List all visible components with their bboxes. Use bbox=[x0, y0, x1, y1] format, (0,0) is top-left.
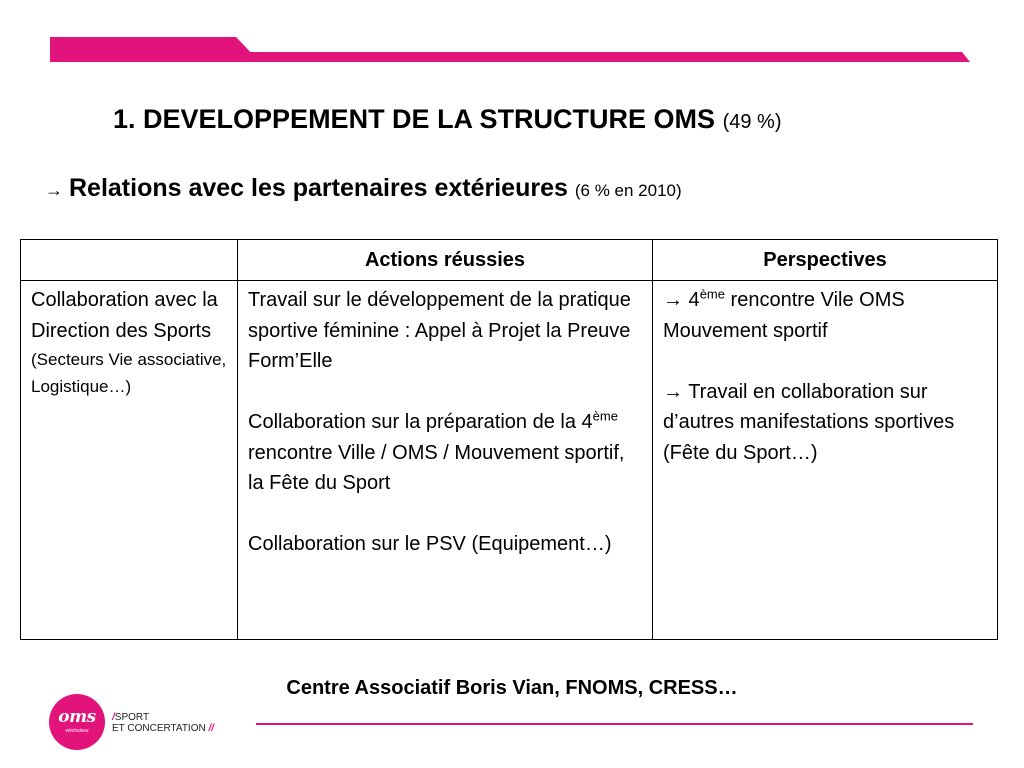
table-row bbox=[21, 281, 998, 640]
partners-line: Centre Associatif Boris Vian, FNOMS, CRESS… bbox=[286, 677, 738, 699]
action-item-text: rencontre Ville / OMS / Mouvement sportif, la Fête du Sport bbox=[248, 441, 625, 494]
double-slash-mark-icon: // bbox=[208, 723, 215, 734]
band-thin-segment bbox=[248, 52, 970, 62]
perspectives-cell bbox=[653, 281, 998, 640]
section-subtitle-note-text: 6 % en 2010) bbox=[580, 181, 682, 200]
row-label-note: (Secteurs Vie associative, Logistique…) bbox=[31, 350, 227, 396]
row-label-main: Collaboration avec la Direction des Sports bbox=[31, 289, 218, 342]
table-header-row bbox=[21, 240, 998, 281]
top-decorative-band bbox=[0, 0, 1024, 70]
table-header-actions: Actions réussies bbox=[238, 240, 653, 281]
tagline-line-2 bbox=[112, 723, 214, 734]
actions-table bbox=[20, 239, 998, 640]
action-item: Travail sur le développement de la pratique sportive féminine : Appel à Projet la Preuve Form’Elle bbox=[248, 289, 631, 372]
section-subtitle-text: Relations avec les partenaires extérieures bbox=[69, 174, 568, 202]
section-subtitle-note-open: ( bbox=[574, 181, 581, 200]
tagline-line-1 bbox=[112, 712, 214, 723]
perspective-item-text: Travail en collaboration sur d’autres manifestations sportives (Fête du Sport…) bbox=[663, 380, 955, 464]
row-label-cell bbox=[21, 281, 238, 640]
table-header-empty bbox=[21, 240, 238, 281]
arrow-right-icon: → bbox=[663, 380, 683, 403]
tagline bbox=[112, 712, 214, 734]
perspective-item-text: rencontre Vile OMS Mouvement sportif bbox=[663, 289, 905, 342]
section-subtitle bbox=[45, 174, 1005, 203]
slide-title-percentage: (49 %) bbox=[722, 111, 782, 133]
oms-logo-wordmark: oms bbox=[58, 707, 96, 727]
arrow-right-icon: → bbox=[663, 289, 683, 311]
table-header-perspectives: Perspectives bbox=[653, 240, 998, 281]
ordinal-superscript: ème bbox=[699, 286, 725, 302]
actions-cell bbox=[238, 281, 653, 640]
slide-title-text: 1. DEVELOPPEMENT DE LA STRUCTURE OMS bbox=[113, 104, 716, 134]
slide-title bbox=[113, 104, 993, 135]
tagline-line-1-text: SPORT bbox=[114, 712, 150, 723]
band-bottom-edge bbox=[50, 58, 256, 62]
action-item bbox=[248, 407, 644, 499]
oms-logo-subtext: vénissieux bbox=[65, 728, 89, 734]
section-subtitle-note bbox=[575, 181, 682, 200]
slash-mark-icon: / bbox=[112, 712, 115, 723]
footer-divider bbox=[256, 723, 973, 725]
perspective-item-text: 4 bbox=[683, 289, 700, 311]
oms-logo bbox=[49, 694, 105, 750]
tagline-line-2-text: ET CONCERTATION bbox=[112, 723, 206, 734]
arrow-right-icon: → bbox=[45, 180, 63, 200]
perspective-item bbox=[663, 285, 989, 346]
perspective-item bbox=[663, 377, 989, 469]
action-item-text: Collaboration sur la préparation de la 4 bbox=[248, 411, 593, 433]
action-item: Collaboration sur le PSV (Equipement…) bbox=[248, 533, 612, 555]
ordinal-superscript: ème bbox=[592, 408, 618, 424]
band-thick-segment bbox=[50, 37, 256, 58]
